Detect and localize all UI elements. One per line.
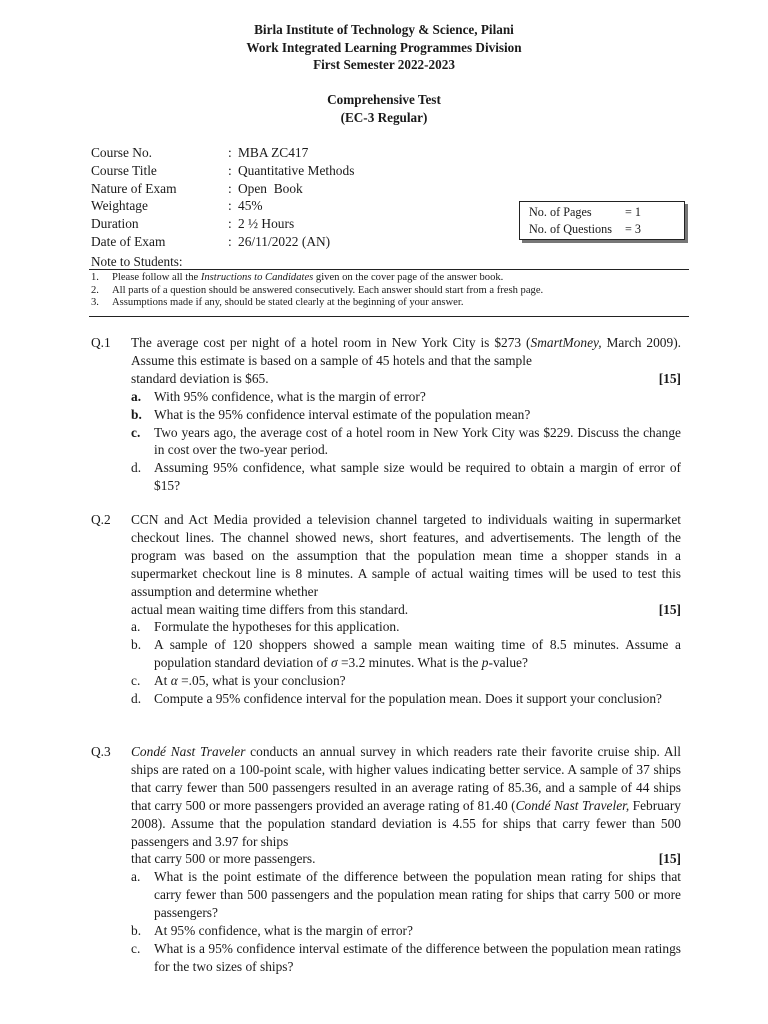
note-item: 3. Assumptions made if any, should be stated clearly at the beginning of your answer. <box>91 297 464 309</box>
note-item: 1. Please follow all the Instructions to Candidates given on the cover page of the answer book. <box>91 272 504 283</box>
sub-question-list <box>131 868 681 975</box>
detail-value: MBA ZC417 <box>238 145 309 160</box>
question-3 <box>91 743 681 976</box>
question-stem: CCN and Act Media provided a television channel targeted to individuals waiting in supermarket checkout lines. The channel showed news, short features, and advertisements. The length of the program was based on the assumption that the population mean time a shopper stands in a supermarket checkout line is 8 minutes. A sample of actual waiting times will be used to test this assumption and determine whether actual mean waiting time differs from this standard. [15] <box>131 512 681 617</box>
detail-value: 26/11/2022 (AN) <box>238 233 331 249</box>
question-number: Q.1 <box>91 335 111 350</box>
detail-value: 45% <box>238 198 263 214</box>
detail-value: 2 ½ Hours <box>238 216 295 232</box>
detail-value: Open Book <box>238 180 303 196</box>
test-title-block <box>0 91 768 126</box>
sub-question-list <box>131 618 681 708</box>
questions-label: No. of Questions <box>529 222 612 236</box>
detail-label: Nature of Exam <box>91 180 177 196</box>
pages-value: = 1 <box>625 205 642 219</box>
pages-label: No. of Pages <box>529 205 592 219</box>
divider <box>89 316 689 317</box>
page-count-box <box>519 201 685 240</box>
questions-value: = 3 <box>625 222 642 236</box>
sub-question: a. Formulate the hypotheses for this application. <box>131 619 400 635</box>
sub-question: b. A sample of 120 shoppers showed a sample mean waiting time of 8.5 minutes. Assume a population standard deviation of σ =3.2 minutes. What is the p-value? <box>131 637 681 671</box>
document-header <box>0 21 768 74</box>
institute-name: Birla Institute of Technology & Science, Pilani <box>254 22 514 37</box>
marks-label: [15] <box>658 851 681 867</box>
detail-value: Quantitative Methods <box>238 162 355 178</box>
notes-list <box>91 272 691 310</box>
sub-question: b. At 95% confidence, what is the margin of error? <box>131 923 413 939</box>
notes-title: Note to Students: <box>91 254 183 269</box>
test-type: (EC-3 Regular) <box>340 109 428 125</box>
detail-label: Course Title <box>91 162 157 178</box>
sub-question: d. Assuming 95% confidence, what sample size would be required to obtain a margin of error of $15? <box>131 460 681 494</box>
test-title: Comprehensive Test <box>327 92 441 107</box>
sub-question-list <box>131 388 681 495</box>
notes-section <box>91 254 691 269</box>
sub-question: d. Compute a 95% confidence interval for the population mean. Does it support your conclusion? <box>131 691 662 707</box>
question-number: Q.2 <box>91 512 111 527</box>
sub-question: a. With 95% confidence, what is the margin of error? <box>131 388 426 404</box>
detail-row-weightage: Weightage : 45% <box>91 197 438 215</box>
question-1 <box>91 334 681 495</box>
divider <box>89 269 689 270</box>
semester-label: First Semester 2022-2023 <box>313 57 455 72</box>
division-name: Work Integrated Learning Programmes Division <box>246 39 522 55</box>
detail-row-course-no: Course No. : MBA ZC417 <box>91 144 438 162</box>
detail-row-nature: Nature of Exam : Open Book <box>91 180 438 198</box>
marks-label: [15] <box>658 601 681 617</box>
sub-question: a. What is the point estimate of the difference between the population mean rating for ships that carry fewer than 500 passengers and the population mean rating for ships that carry 500 or more passengers? <box>131 869 681 921</box>
note-item: 2. All parts of a question should be answered consecutively. Each answer should start from a fresh page. <box>91 284 544 296</box>
detail-label: Date of Exam <box>91 233 166 249</box>
exam-details <box>91 144 438 251</box>
question-stem: Condé Nast Traveler conducts an annual survey in which readers rate their favorite cruise ship. All ships are rated on a 100-point scale, with higher values indicating better service. A sample of 37 ships that carry fewer than 500 passengers resulted in an average rating of 85.36, and a sample of 44 ships that carry 500 or more passengers provided an average rating of 81.40 (Condé Nast Traveler, February 2008). Assume that the population standard deviation is 4.55 for ships that carry fewer than 500 passengers and 3.97 for ships that carry 500 or more passengers. [15] <box>131 744 682 867</box>
sub-question: b. What is the 95% confidence interval estimate of the population mean? <box>131 406 531 422</box>
sub-question: c. What is a 95% confidence interval estimate of the difference between the population mean ratings for the two sizes of ships? <box>131 940 681 974</box>
detail-row-duration: Duration : 2 ½ Hours <box>91 215 438 233</box>
question-stem: The average cost per night of a hotel room in New York City is $273 (SmartMoney, March 2009). Assume this estimate is based on a sample of 45 hotels and that the sample standard deviation is $65. [15] <box>131 335 681 386</box>
marks-label: [15] <box>658 370 681 386</box>
detail-label: Duration <box>91 216 139 232</box>
detail-row-course-title: Course Title : Quantitative Methods <box>91 162 438 180</box>
detail-row-date: Date of Exam : 26/11/2022 (AN) <box>91 233 438 251</box>
question-2 <box>91 511 681 708</box>
sub-question: c. At α =.05, what is your conclusion? <box>131 673 346 689</box>
detail-label: Weightage <box>91 198 148 214</box>
question-number: Q.3 <box>91 744 111 759</box>
sub-question: c. Two years ago, the average cost of a hotel room in New York City was $229. Discuss the change in cost over the two-year period. <box>131 424 681 458</box>
detail-label: Course No. <box>91 145 152 160</box>
